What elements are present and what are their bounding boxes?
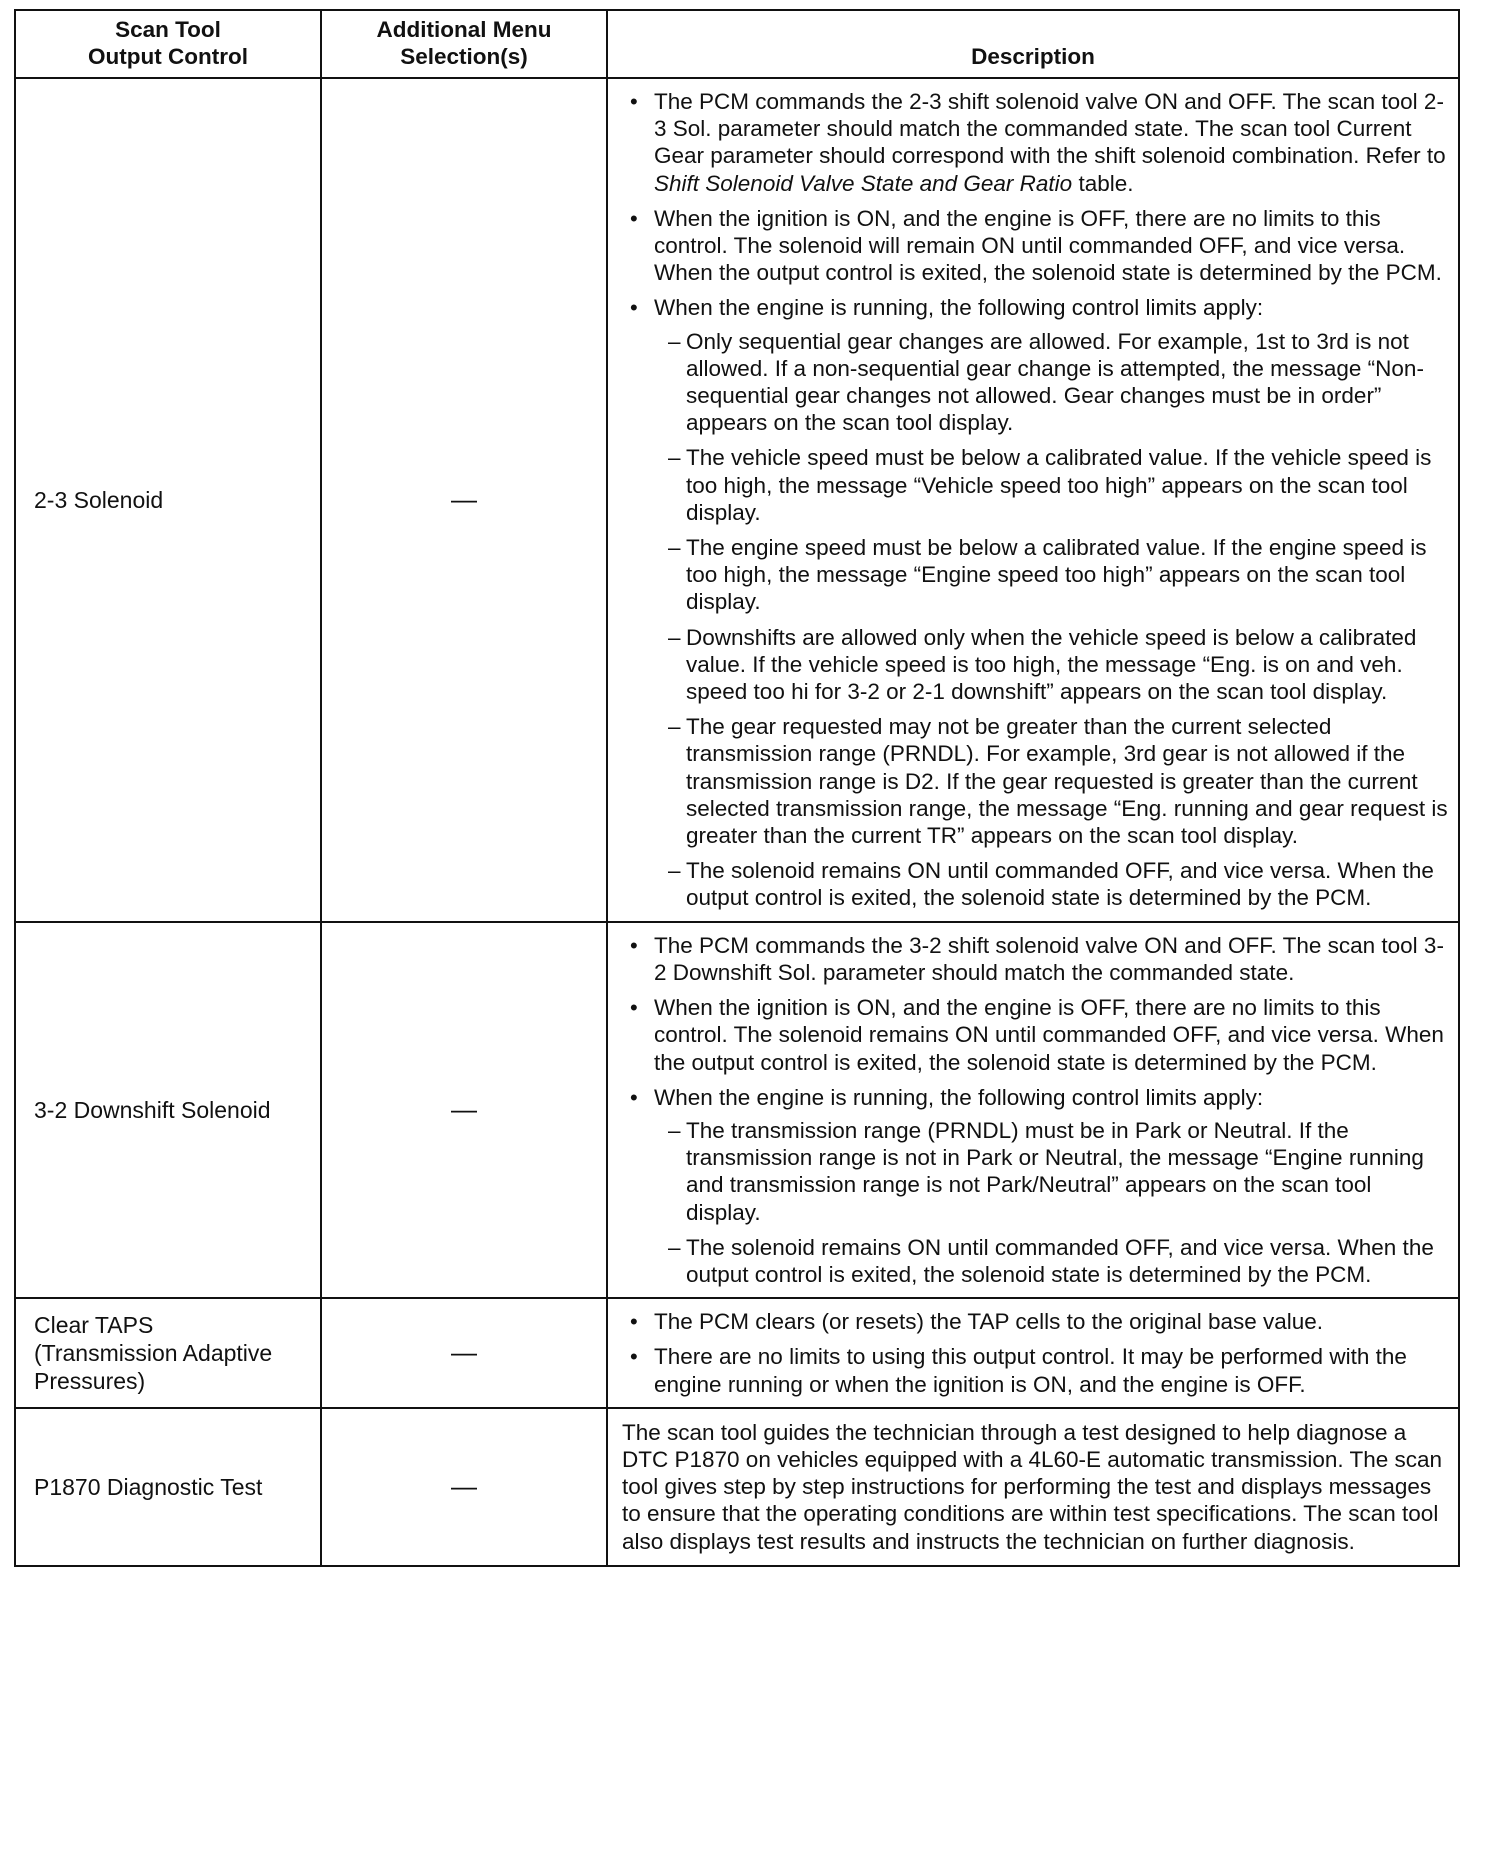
description-bullet: [654, 88, 1448, 197]
control-limit-item: – Only sequential gear changes are allowed. For example, 1st to 3rd is not allowed. If a non-sequential gear change is attempted, the message “Non-sequential gear changes not allowed. Gear changes must be in order” appears on the scan tool display.: [686, 328, 1448, 437]
description-bullet-list: [608, 932, 1448, 1288]
description-bullet: • There are no limits to using this output control. It may be performed with the engine running or when the ignition is ON, and the engine is OFF.: [654, 1343, 1448, 1397]
table-row-p1870-diagnostic-test: [15, 1408, 1459, 1566]
menu-selection-cell: —: [321, 1298, 607, 1408]
description-bullet-list: [608, 1308, 1448, 1398]
control-name-cell: [15, 1298, 321, 1408]
description-cell: [607, 1298, 1459, 1408]
control-limit-item: – The vehicle speed must be below a calibrated value. If the vehicle speed is too high, the message “Vehicle speed too high” appears on the scan tool display.: [686, 444, 1448, 526]
control-name-cell: 2-3 Solenoid: [15, 78, 321, 922]
control-limit-item: – The solenoid remains ON until commanded OFF, and vice versa. When the output control is exited, the solenoid state is determined by the PCM.: [686, 857, 1448, 911]
control-name-cell: 3-2 Downshift Solenoid: [15, 922, 321, 1298]
description-cell: [607, 78, 1459, 922]
description-bullet: • The PCM clears (or resets) the TAP cells to the original base value.: [654, 1308, 1448, 1335]
control-name-cell: P1870 Diagnostic Test: [15, 1408, 321, 1566]
description-bullet-list: [608, 88, 1448, 912]
header-text: Selection(s): [400, 44, 528, 69]
control-limit-item: – The solenoid remains ON until commanded OFF, and vice versa. When the output control is exited, the solenoid state is determined by the PCM.: [686, 1234, 1448, 1288]
header-additional-menu-selections: [321, 10, 607, 78]
control-name-text: Clear TAPS: [34, 1311, 154, 1338]
table-row-2-3-solenoid: [15, 78, 1459, 922]
control-limits-list: [654, 328, 1448, 912]
control-limit-item: – The engine speed must be below a calibrated value. If the engine speed is too high, the message “Engine speed too high” appears on the scan tool display.: [686, 534, 1448, 616]
header-text: Output Control: [88, 44, 248, 69]
description-cell: [607, 922, 1459, 1298]
menu-selection-cell: —: [321, 78, 607, 922]
table-row-3-2-downshift-solenoid: [15, 922, 1459, 1298]
description-bullet: • When the ignition is ON, and the engine is OFF, there are no limits to this control. The solenoid remains ON until commanded OFF, and vice versa. When the output control is exited, the solenoid state is determined by the PCM.: [654, 994, 1448, 1076]
control-limit-item: – The transmission range (PRNDL) must be in Park or Neutral. If the transmission range is not in Park or Neutral, the message “Engine running and transmission range is not Park/Neutral” appears on the scan tool display.: [686, 1117, 1448, 1226]
description-bullet: • The PCM commands the 3-2 shift solenoid valve ON and OFF. The scan tool 3-2 Downshift Sol. parameter should match the commanded state.: [654, 932, 1448, 986]
description-bullet: [654, 1084, 1448, 1288]
description-bullet: [654, 294, 1448, 911]
control-limit-item: – Downshifts are allowed only when the vehicle speed is below a calibrated value. If the vehicle speed is too high, the message “Eng. is on and veh. speed too hi for 3-2 or 2-1 downshift” appears on the scan tool display.: [686, 624, 1448, 706]
control-name-text: (Transmission Adaptive Pressures): [34, 1339, 273, 1394]
table-header-row: [15, 10, 1459, 78]
header-text: Scan Tool: [115, 17, 221, 42]
header-description: Description: [607, 10, 1459, 78]
header-scan-tool-output-control: [15, 10, 321, 78]
menu-selection-cell: —: [321, 922, 607, 1298]
bullet-text: The PCM commands the 2-3 shift solenoid valve ON and OFF. The scan tool 2-3 Sol. parameter should match the commanded state. The scan tool Current Gear parameter should correspond with the shift solenoid combination. Refer to: [654, 89, 1446, 169]
scan-tool-output-control-table: [14, 9, 1460, 1567]
bullet-text: table.: [1072, 170, 1134, 196]
description-bullet: • When the ignition is ON, and the engine is OFF, there are no limits to this control. The solenoid will remain ON until commanded OFF, and vice versa. When the output control is exited, the solenoid state is determined by the PCM.: [654, 205, 1448, 287]
control-limits-list: [654, 1117, 1448, 1288]
header-text: Additional Menu: [376, 17, 552, 42]
table-row-clear-taps: [15, 1298, 1459, 1408]
table-reference-text: Shift Solenoid Valve State and Gear Ratio: [654, 170, 1073, 196]
menu-selection-cell: —: [321, 1408, 607, 1566]
bullet-text: When the engine is running, the following control limits apply:: [654, 1084, 1264, 1110]
bullet-text: When the engine is running, the following control limits apply:: [654, 295, 1264, 321]
control-limit-item: – The gear requested may not be greater than the current selected transmission range (PRNDL). For example, 3rd gear is not allowed if the transmission range is D2. If the gear requested is greater than the current selected transmission range, the message “Eng. running and gear request is greater than the current TR” appears on the scan tool display.: [686, 713, 1448, 849]
description-cell: The scan tool guides the technician through a test designed to help diagnose a DTC P1870 on vehicles equipped with a 4L60-E automatic transmission. The scan tool gives step by step instructions for performing the test and displays messages to ensure that the operating conditions are within test specifications. The scan tool also displays test results and instructs the technician on further diagnosis.: [607, 1408, 1459, 1566]
